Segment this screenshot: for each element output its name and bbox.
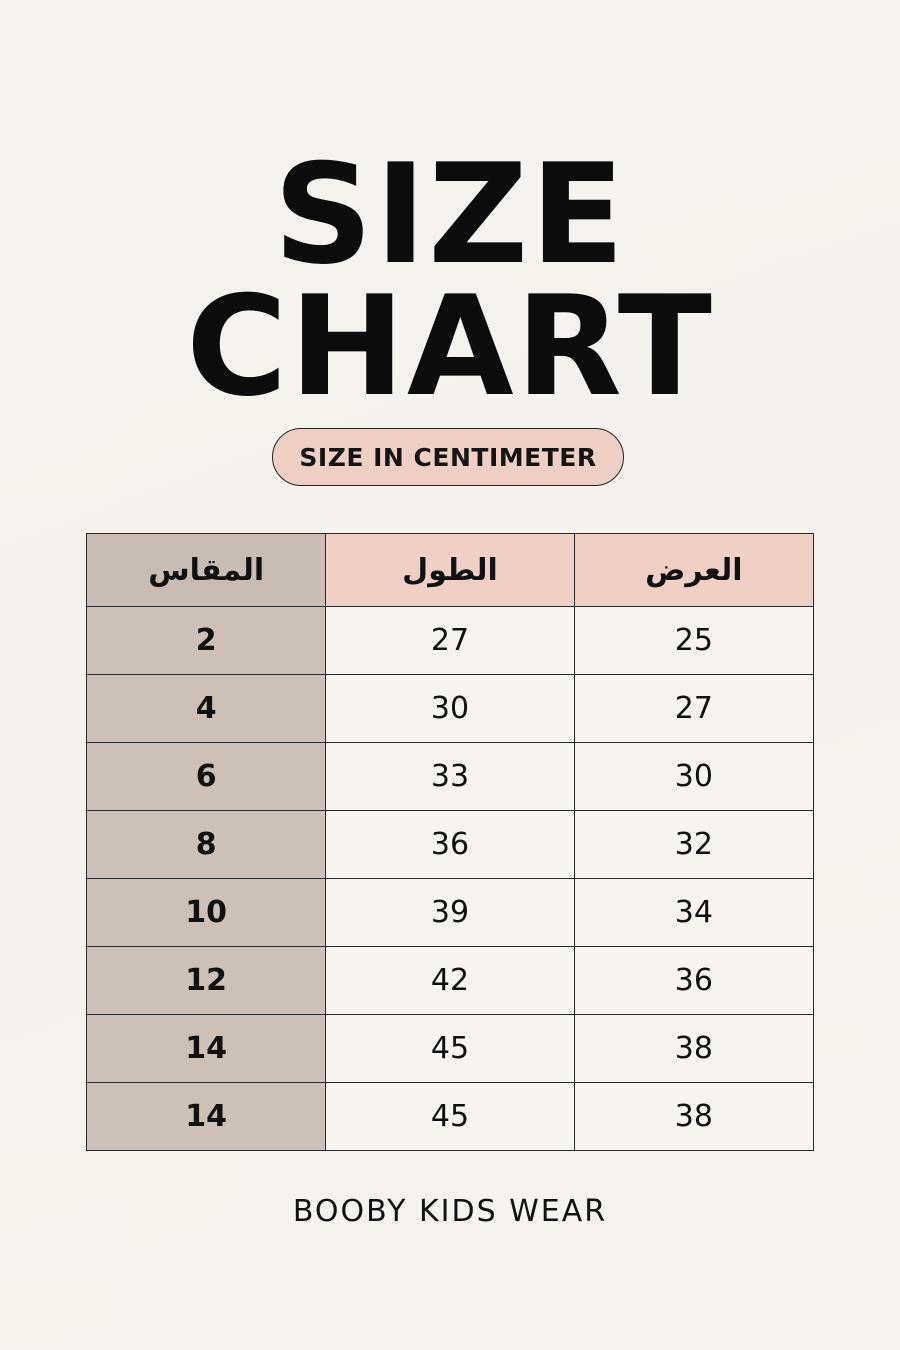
cell-size: 6	[87, 743, 326, 811]
table-row	[87, 811, 814, 879]
cell-width: 30	[574, 743, 813, 811]
cell-width: 25	[574, 607, 813, 675]
cell-size: 4	[87, 675, 326, 743]
header-size: المقاس	[87, 534, 326, 607]
cell-length: 45	[326, 1083, 574, 1151]
cell-length: 42	[326, 947, 574, 1015]
cell-length: 39	[326, 879, 574, 947]
cell-size: 2	[87, 607, 326, 675]
header-length: الطول	[326, 534, 574, 607]
cell-size: 14	[87, 1015, 326, 1083]
cell-width: 38	[574, 1015, 813, 1083]
cell-length: 33	[326, 743, 574, 811]
table-row	[87, 879, 814, 947]
table-row	[87, 607, 814, 675]
cell-size: 10	[87, 879, 326, 947]
header-width: العرض	[574, 534, 813, 607]
unit-badge: SIZE IN CENTIMETER	[272, 428, 624, 486]
title-line-chart: CHART	[186, 266, 714, 427]
cell-width: 32	[574, 811, 813, 879]
cell-width: 38	[574, 1083, 813, 1151]
cell-length: 45	[326, 1015, 574, 1083]
cell-width: 34	[574, 879, 813, 947]
table-row	[87, 1015, 814, 1083]
cell-length: 27	[326, 607, 574, 675]
cell-length: 36	[326, 811, 574, 879]
cell-width: 36	[574, 947, 813, 1015]
cell-width: 27	[574, 675, 813, 743]
title-line-size: SIZE	[273, 134, 627, 295]
size-table	[86, 533, 814, 1151]
table-row	[87, 675, 814, 743]
table-row	[87, 947, 814, 1015]
cell-size: 14	[87, 1083, 326, 1151]
cell-size: 8	[87, 811, 326, 879]
brand-name: BOOBY KIDS WEAR	[292, 1194, 608, 1229]
table-row	[87, 743, 814, 811]
cell-length: 30	[326, 675, 574, 743]
table-row	[87, 1083, 814, 1151]
cell-size: 12	[87, 947, 326, 1015]
table-header-row	[87, 534, 814, 607]
